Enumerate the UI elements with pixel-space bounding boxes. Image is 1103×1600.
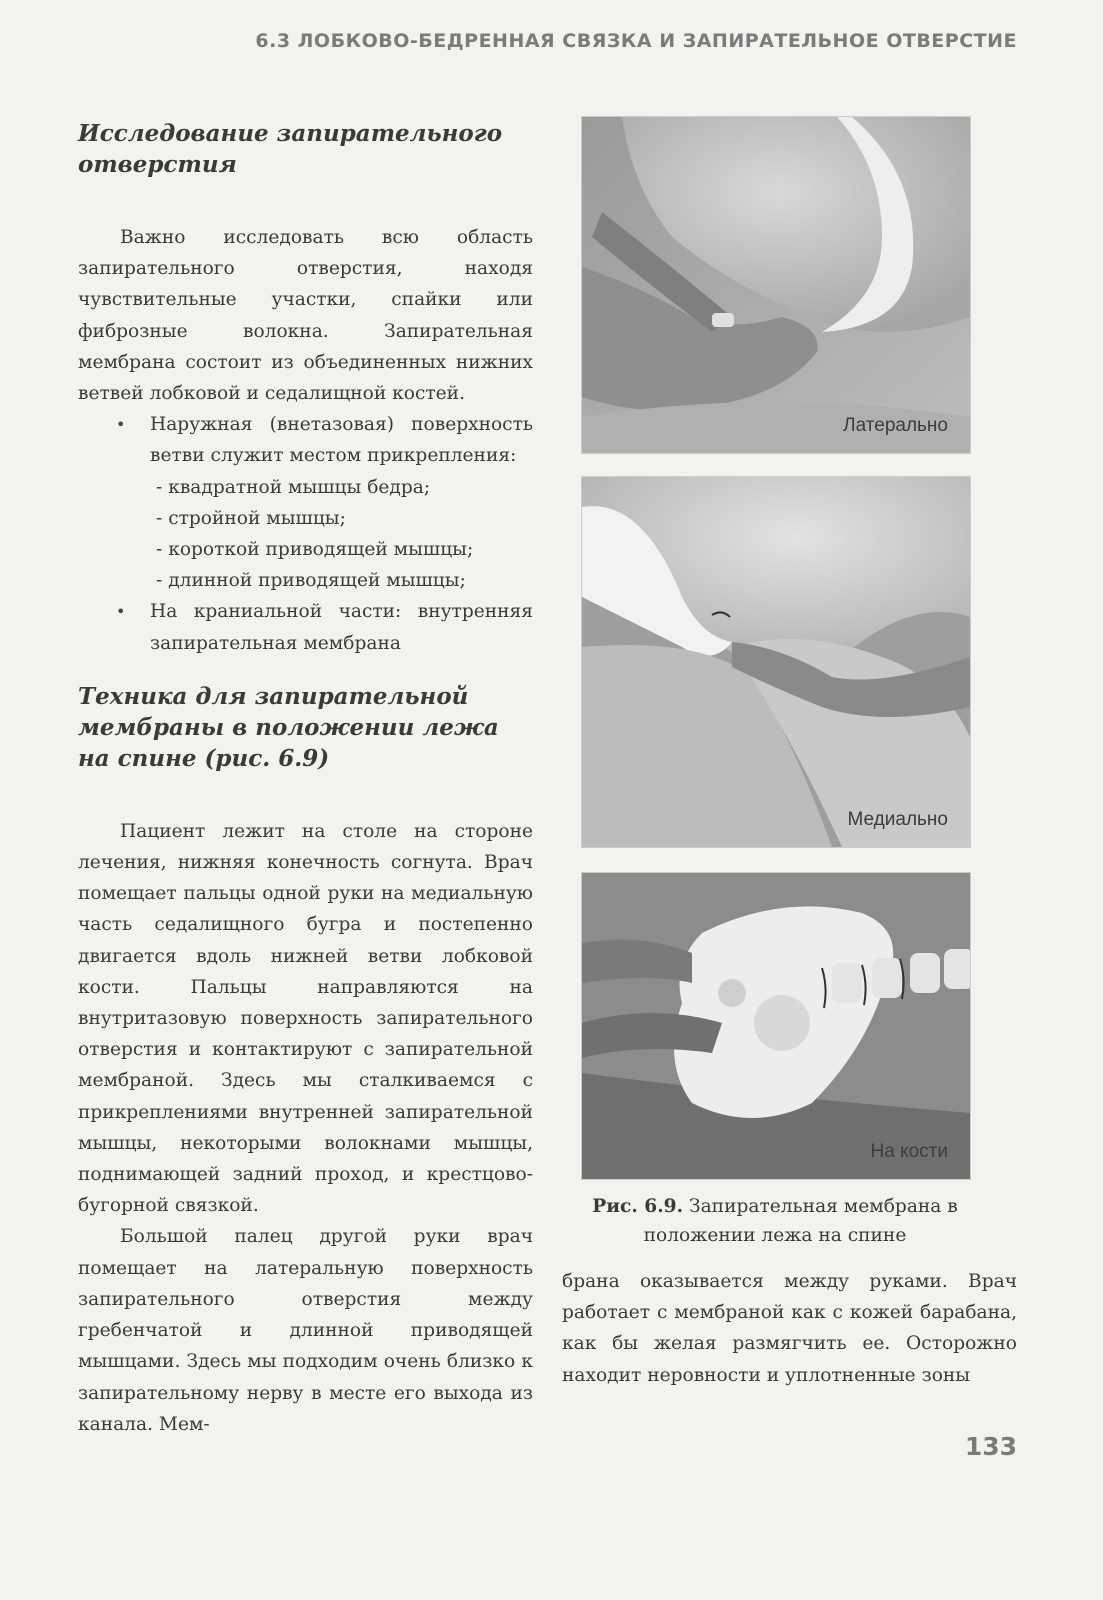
section2-paragraph1: Пациент лежит на столе на стороне лечения, нижняя конечность согнута. Врач помещает пальцы одной руки на медиальную часть седалищного бугра и постепенно двигается вдоль нижней ветви лобковой кости. Пальцы направляются на внутритазовую поверхность запирательного отверстия и контактируют с запирательной мембраной. Здесь мы сталкиваемся с прикреплениями внутренней запирательной мышцы, некоторыми волокнами мышцы, поднимающей задний проход, и крестцово-бугорной связкой. — [78, 820, 533, 1217]
bullet-item-cranial-part: • На краниальной части: внутренняя запирательная мембрана — [78, 596, 533, 658]
sub-item: - короткой приводящей мышцы; — [156, 534, 533, 565]
figure-photo-medial — [581, 476, 971, 848]
figure-photo-bone — [581, 872, 971, 1180]
sub-item: - квадратной мышцы бедра; — [156, 472, 533, 503]
bullet-item-outer-surface — [78, 409, 533, 596]
bullet-text-outer-surface: Наружная (внетазовая) поверхность ветви служит местом прикрепления: — [150, 414, 533, 467]
caption-number: Рис. 6.9. — [592, 1196, 684, 1217]
running-head: 6.3 ЛОБКОВО-БЕДРЕННАЯ СВЯЗКА И ЗАПИРАТЕЛЬНОЕ ОТВЕРСТИЕ — [255, 30, 1017, 52]
continuation-paragraph: брана оказывается между руками. Врач работает с мембраной как с кожей барабана, как бы желая размягчить ее. Осторожно находит неровности и уплотненные зоны — [562, 1271, 1017, 1386]
figure-photo-lateral — [581, 116, 971, 454]
page-number: 133 — [964, 1432, 1017, 1461]
left-column — [78, 118, 533, 1440]
right-column — [562, 1266, 1017, 1391]
photo-label-lateral: Латерально — [843, 415, 948, 436]
photo-medial-image — [582, 477, 970, 847]
muscle-sub-list — [150, 472, 533, 597]
section2-paragraph2: Большой палец другой руки врач помещает на латеральную поверхность запирательного отверстия между гребенчатой и длинной приводящей мышцами. Здесь мы подходим очень близко к запирательному нерву в месте его выхода из канала. Мем- — [78, 1226, 533, 1435]
photo-label-bone: На кости — [870, 1141, 948, 1162]
photo-label-medial: Медиально — [847, 809, 948, 830]
sub-item: - стройной мышцы; — [156, 503, 533, 534]
caption-text: Запирательная мембрана в положении лежа на спине — [643, 1196, 958, 1246]
section1-paragraph: Важно исследовать всю область запирательного отверстия, находя чувствительные участки, спайки или фиброзные волокна. Запирательная мембрана состоит из объединенных нижних ветвей лобковой и седалищной костей. — [78, 227, 533, 405]
photo-bone-image — [582, 873, 970, 1179]
figure-caption — [581, 1192, 969, 1250]
section-heading-technique: Техника для запирательной мембраны в положении лежа на спине (рис. 6.9) — [78, 682, 499, 772]
photo-lateral-image — [582, 117, 970, 453]
sub-item: - длинной приводящей мышцы; — [156, 565, 533, 596]
section-heading-obturator-exam: Исследование запирательного отверстия — [78, 120, 503, 178]
bullet-list — [78, 409, 533, 659]
